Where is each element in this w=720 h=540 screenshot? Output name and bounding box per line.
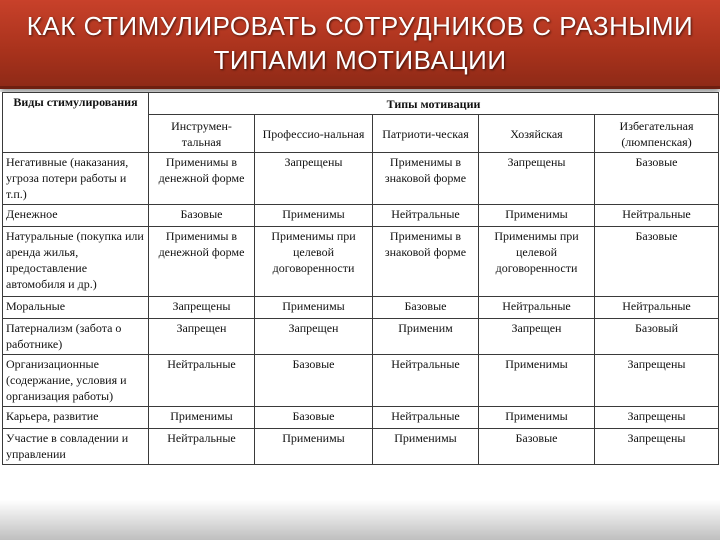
table-cell: Запрещен: [479, 319, 595, 355]
type-header: Хозяйская: [479, 115, 595, 153]
table-cell: Применимы в денежной форме: [149, 227, 255, 297]
table-cell: Применим: [373, 319, 479, 355]
row-label: Участие в совладении и управлении: [3, 429, 149, 465]
table-cell: Применимы: [255, 205, 373, 227]
table-cell: Базовые: [479, 429, 595, 465]
table-row: [3, 153, 719, 205]
table-cell: Применимы в знаковой форме: [373, 227, 479, 297]
group-header: Типы мотивации: [149, 93, 719, 115]
bottom-shadow: [0, 500, 720, 540]
table-cell: Запрещен: [149, 319, 255, 355]
table-cell: Применимы в знаковой форме: [373, 153, 479, 205]
row-label: Негативные (наказания, угроза потери работы и т.п.): [3, 153, 149, 205]
type-header: Патриоти-ческая: [373, 115, 479, 153]
table-cell: Нейтральные: [373, 407, 479, 429]
table-cell: Применимы: [373, 429, 479, 465]
slide-title-line-1: КАК СТИМУЛИРОВАТЬ СОТРУДНИКОВ С РАЗНЫМИ: [26, 11, 694, 41]
table-cell: Запрещены: [595, 429, 719, 465]
table-cell: Базовые: [255, 355, 373, 407]
table-cell: Нейтральные: [479, 297, 595, 319]
motivation-table: [2, 92, 719, 465]
table-cell: Базовые: [595, 227, 719, 297]
table-cell: Запрещены: [255, 153, 373, 205]
table-row: [3, 205, 719, 227]
type-header: Избегательная (люмпенская): [595, 115, 719, 153]
row-label: Денежное: [3, 205, 149, 227]
table-cell: Применимы: [255, 429, 373, 465]
slide-title-bar: [0, 0, 720, 89]
slide-title-line-2: ТИПАМИ МОТИВАЦИИ: [213, 45, 507, 75]
table-cell: Применимы: [479, 407, 595, 429]
table-cell: Запрещен: [255, 319, 373, 355]
table-cell: Применимы при целевой договоренности: [479, 227, 595, 297]
table-cell: Применимы в денежной форме: [149, 153, 255, 205]
row-label: Патернализм (забота о работнике): [3, 319, 149, 355]
table-cell: Нейтральные: [373, 355, 479, 407]
corner-header: Виды стимулирования: [3, 93, 149, 153]
table-cell: Базовые: [595, 153, 719, 205]
table-row: [3, 429, 719, 465]
table-cell: Базовый: [595, 319, 719, 355]
table-row: [3, 319, 719, 355]
row-label: Натуральные (покупка или аренда жилья, предоставление автомобиля и др.): [3, 227, 149, 297]
table-row: [3, 227, 719, 297]
table-cell: Нейтральные: [373, 205, 479, 227]
type-header: Профессио-нальная: [255, 115, 373, 153]
table-cell: Нейтральные: [149, 355, 255, 407]
table-row: [3, 297, 719, 319]
table-cell: Применимы: [255, 297, 373, 319]
table-cell: Применимы: [479, 205, 595, 227]
table-cell: Нейтральные: [595, 205, 719, 227]
table-cell: Запрещены: [595, 355, 719, 407]
header-row-group: [3, 93, 719, 115]
table-row: [3, 355, 719, 407]
row-label: Карьера, развитие: [3, 407, 149, 429]
table-cell: Запрещены: [149, 297, 255, 319]
row-label: Организационные (содержание, условия и организация работы): [3, 355, 149, 407]
table-cell: Применимы: [149, 407, 255, 429]
table-cell: Базовые: [373, 297, 479, 319]
table-frame: [0, 92, 720, 540]
table-cell: Запрещены: [479, 153, 595, 205]
table-row: [3, 407, 719, 429]
table-cell: Базовые: [255, 407, 373, 429]
table-cell: Нейтральные: [149, 429, 255, 465]
table-cell: Нейтральные: [595, 297, 719, 319]
type-header: Инструмен-тальная: [149, 115, 255, 153]
table-cell: Базовые: [149, 205, 255, 227]
table-cell: Применимы: [479, 355, 595, 407]
table-cell: Запрещены: [595, 407, 719, 429]
row-label: Моральные: [3, 297, 149, 319]
table-cell: Применимы при целевой договоренности: [255, 227, 373, 297]
